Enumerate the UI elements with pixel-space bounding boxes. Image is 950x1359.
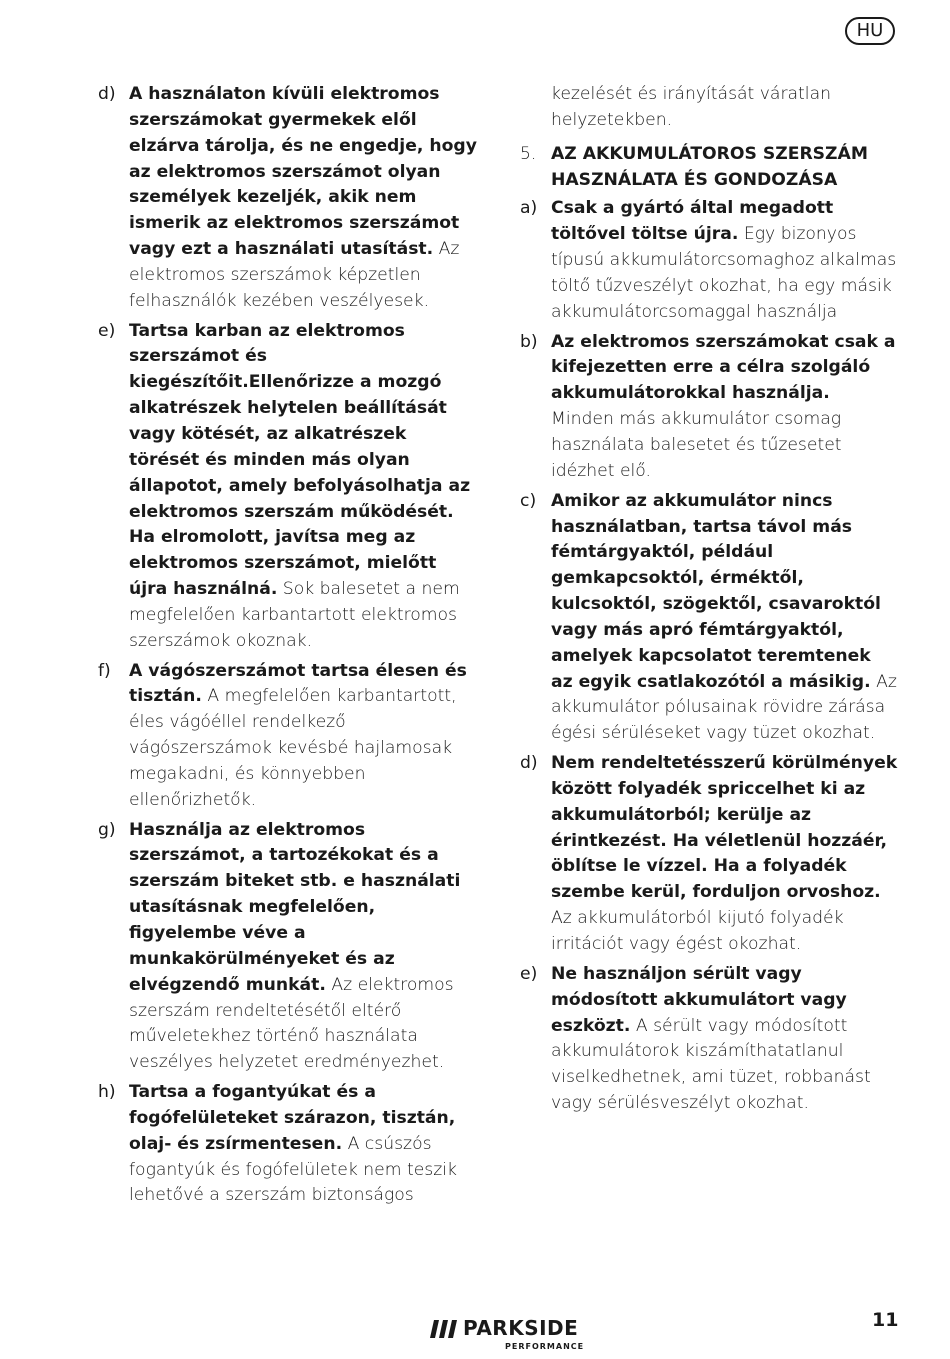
list-item [520,751,898,958]
item-normal-text: Sok balesetet a nem megfelelően karbantartott elektromos szerszámok okoznak. [129,579,460,651]
section-number: 5. [520,143,537,164]
item-letter: h) [98,1082,116,1103]
section-title: AZ AKKUMULÁTOROS SZERSZÁM HASZNÁLATA ÉS GONDOZÁSA [551,143,868,190]
continuation-text: kezelését és irányítását váratlan helyzetekben. [551,84,832,130]
right-column [520,82,898,1121]
item-bold-text: A használaton kívüli elektromos szerszámokat gyermekek elől elzárva tárolja, és ne engedje, hogy az elektromos szerszámot olyan személyek kezeljék, akik nem ismerik az elektromos szerszámot vagy ezt a használati utasítást. [129,84,477,260]
language-badge: HU [845,17,895,45]
list-item [520,196,898,325]
item-letter: f) [98,660,111,681]
item-letter: d) [98,84,116,104]
item-bold-text: Használja az elektromos szerszámot, a tartozékokat és a szerszám biteket stb. e használati utasításnak megfelelően, figyelembe véve a munkakörülményeket és az elvégzendő munkát. [129,819,461,995]
item-bold-text: Csak a gyártó által megadott töltővel töltse újra. [551,198,834,245]
item-letter: g) [98,819,116,840]
list-item [98,82,480,315]
item-letter: b) [520,331,538,352]
item-bold-text: Ne használjon sérült vagy módosított akkumulátort vagy eszközt. [551,963,847,1036]
item-normal-text: A csúszós fogantyúk és fogófelületek nem teszik lehetővé a szerszám biztonságos [129,1133,457,1206]
item-letter: c) [520,490,537,511]
item-letter: d) [520,753,538,774]
brand-logo-subtext: PERFORMANCE [505,1342,585,1351]
item-bold-text: Nem rendeltetésszerű körülmények között folyadék spriccelhet ki az akkumulátorból; kerülje az érintkezést. Ha véletlenül hozzáér, öblítse le vízzel. Ha a folyadék szembe kerül, forduljon orvoshoz. [551,753,898,903]
list-item [520,489,898,747]
list-item [98,319,480,655]
item-bold-text: A vágószerszámot tartsa élesen és tisztán. [129,660,467,707]
list-item [98,818,480,1076]
left-column [98,82,480,1213]
item-normal-text: A megfelelően karbantartott, éles vágóéllel rendelkező vágószerszámok kevésbé hajlamosak megakadni, és könnyebben ellenőrizhetők. [129,686,457,810]
brand-slashes-icon [430,1320,460,1338]
item-letter: a) [520,198,538,219]
brand-logo-text: PARKSIDE [463,1316,579,1340]
item-bold-text: Tartsa a fogantyúkat és a fogófelületeket szárazon, tisztán, olaj- és zsírmentesen. [129,1082,456,1154]
item-bold-text: Tartsa karban az elektromos szerszámot és kiegészítőit.Ellenőrizze a mozgó alkatrészek helytelen beállítását vagy kötését, az alkatrészek törését és minden más olyan állapotot, amely befolyásolhatja az elektromos szerszám működését. Ha elromolott, javítsa meg az elektromos szerszámot, mielőtt újra használná. [129,320,471,600]
item-letter: e) [520,963,538,984]
item-normal-text: Az akkumulátorból kijutó folyadék irritációt vagy égést okozhat. [551,908,844,954]
list-item [98,1080,480,1209]
list-item [520,962,898,1117]
item-bold-text: Amikor az akkumulátor nincs használatban, tartsa távol más fémtárgyaktól, például gemkapcsoktól, érméktől, kulcsoktól, szögektől, csavaroktól vagy más apró fémtárgyaktól, amelyek kapcsolatot teremtenek az egyik csatlakozótól a másikig. [551,490,881,692]
item-normal-text: A sérült vagy módosított akkumulátorok kiszámíthatatlanul viselkedhetnek, ami tüzet, robbanást vagy sérülésveszélyt okozhat. [551,1015,871,1114]
item-bold-text: Az elektromos szerszámokat csak a kifejezetten erre a célra szolgáló akkumulátorokkal használja. [551,331,896,404]
item-letter: e) [98,320,116,341]
list-item [520,330,898,485]
list-item [98,659,480,814]
item-normal-text: Az akkumulátor pólusainak rövidre zárása égési sérüléseket vagy tüzet okozhat. [551,671,897,744]
item-normal-text: Egy bizonyos típusú akkumulátorcsomaghoz alkalmas töltő tűzveszélyt okozhat, ha egy másik akkumulátorcsomaggal használja [551,224,897,322]
item-normal-text: Az elektromos szerszámok képzetlen felhasználók kezében veszélyesek. [129,239,460,311]
page-number: 11 [872,1309,899,1331]
item-normal-text: Minden más akkumulátor csomag használata balesetet és tűzesetet idézhet elő. [551,409,842,481]
item-normal-text: Az elektromos szerszám rendeltetésétől eltérő műveletekhez történő használata veszélyes helyzetet eredményezhet. [129,974,454,1073]
section-heading [520,142,898,194]
